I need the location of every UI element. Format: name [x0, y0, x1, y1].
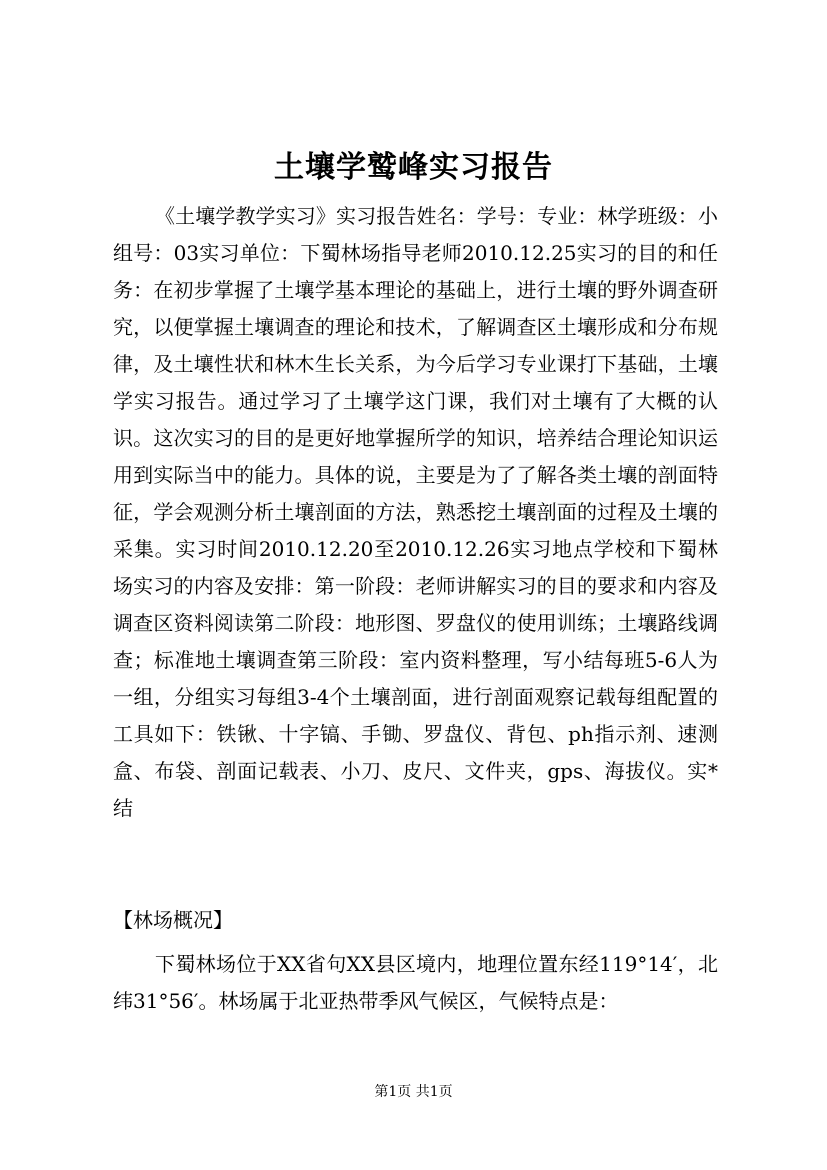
document-title: 土壤学鹫峰实习报告 — [274, 150, 553, 185]
page-footer: 第1页 共1页 — [374, 1084, 453, 1100]
body-paragraph-2: 下蜀林场位于XX省句XX县区境内，地理位置东经119°14′，北纬31°56′。林场属于北亚热带季风气候区，气候特点是： — [113, 952, 718, 1013]
body-paragraph-1: 《土壤学教学实习》实习报告姓名：学号：专业：林学班级：小组号：03实习单位：下蜀林场指导老师2010.12.25实习的目的和任务：在初步掌握了土壤学基本理论的基础上，进行土壤的野外调查研究，以便掌握土壤调查的理论和技术，了解调查区土壤形成和分布规律，及土壤性状和林木生长关系，为今后学习专业课打下基础，土壤学实习报告。通过学习了土壤学这门课，我们对土壤有了大概的认识。这次实习的目的是更好地掌握所学的知识，培养结合理论知识运用到实际当中的能力。具体的说，主要是为了了解各类土壤的剖面特征，学会观测分析土壤剖面的方法，熟悉挖土壤剖面的过程及土壤的采集。实习时间2010.12.20至2010.12.26实习地点学校和下蜀林场实习的内容及安排：第一阶段：老师讲解实习的目的要求和内容及调查区资料阅读第二阶段：地形图、罗盘仪的使用训练；土壤路线调查；标准地土壤调查第三阶段：室内资料整理，写小结每班5-6人为一组，分组实习每组3-4个土壤剖面，进行剖面观察记载每组配置的工具如下：铁锹、十字镐、手锄、罗盘仪、背包、ph指示剂、速测盒、布袋、剖面记载表、小刀、皮尺、文件夹，gps、海拔仪。实*结 — [113, 204, 718, 820]
section-heading: 【林场概况】 — [113, 908, 233, 932]
